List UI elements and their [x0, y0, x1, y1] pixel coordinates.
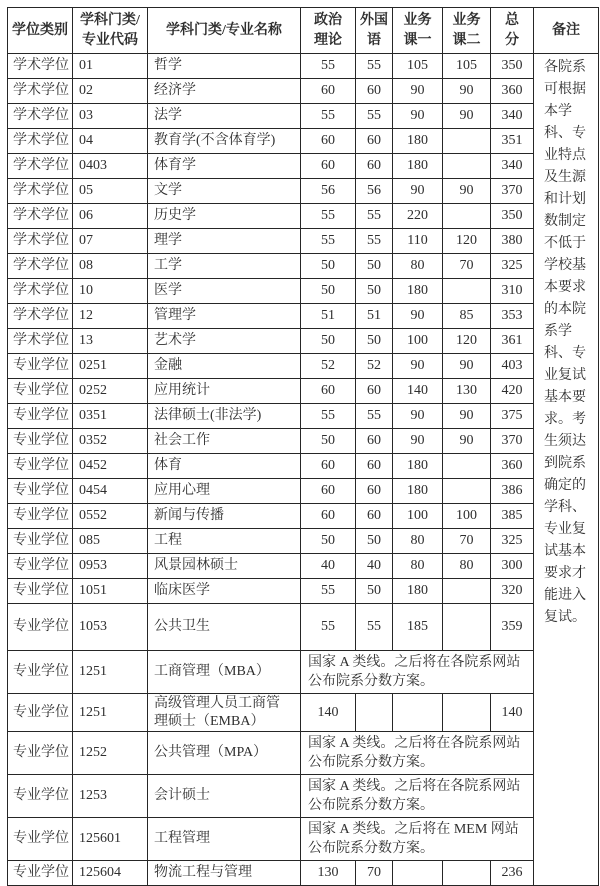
cell-course-2: 70 — [443, 529, 491, 554]
cell-course-1 — [393, 861, 443, 886]
cell-course-2 — [443, 154, 491, 179]
cell-degree-category: 学术学位 — [8, 129, 73, 154]
cell-major-code: 1251 — [73, 694, 148, 732]
column-header-remarks: 备注 — [534, 8, 599, 54]
cell-major-code: 0403 — [73, 154, 148, 179]
table-row — [8, 694, 599, 732]
table-row — [8, 54, 599, 79]
cell-degree-category: 专业学位 — [8, 775, 73, 818]
cell-total: 370 — [491, 179, 534, 204]
cell-course-2 — [443, 129, 491, 154]
cell-remarks — [534, 54, 599, 886]
cell-total: 340 — [491, 104, 534, 129]
table-row — [8, 651, 599, 694]
table-row — [8, 529, 599, 554]
column-header-degree-category: 学位类别 — [8, 8, 73, 54]
table-row — [8, 354, 599, 379]
cell-degree-category: 专业学位 — [8, 554, 73, 579]
cell-politics: 55 — [301, 604, 356, 651]
cell-politics: 50 — [301, 279, 356, 304]
cell-course-1: 180 — [393, 579, 443, 604]
cell-foreign-language: 51 — [356, 304, 393, 329]
cell-total: 140 — [491, 694, 534, 732]
cell-major-name: 新闻与传播 — [148, 504, 301, 529]
cell-degree-category: 学术学位 — [8, 304, 73, 329]
cell-degree-category: 专业学位 — [8, 504, 73, 529]
cell-degree-category: 专业学位 — [8, 861, 73, 886]
cell-degree-category: 专业学位 — [8, 429, 73, 454]
cell-major-name: 工程管理 — [148, 818, 301, 861]
cell-course-1: 140 — [393, 379, 443, 404]
cell-foreign-language: 50 — [356, 329, 393, 354]
table-row — [8, 479, 599, 504]
cell-major-name: 历史学 — [148, 204, 301, 229]
cell-course-1: 100 — [393, 329, 443, 354]
cell-degree-category: 学术学位 — [8, 329, 73, 354]
cell-national-line-note: 国家 A 类线。之后将在各院系网站公布院系分数方案。 — [301, 775, 534, 818]
cell-major-name: 艺术学 — [148, 329, 301, 354]
cell-politics: 51 — [301, 304, 356, 329]
cell-politics: 60 — [301, 79, 356, 104]
cell-major-code: 06 — [73, 204, 148, 229]
cell-major-name: 工学 — [148, 254, 301, 279]
table-row — [8, 818, 599, 861]
table-row — [8, 504, 599, 529]
cell-foreign-language: 70 — [356, 861, 393, 886]
cell-major-name: 教育学(不含体育学) — [148, 129, 301, 154]
cell-major-code: 0953 — [73, 554, 148, 579]
cell-course-1: 180 — [393, 129, 443, 154]
cell-major-code: 1251 — [73, 651, 148, 694]
cell-total: 359 — [491, 604, 534, 651]
cell-degree-category: 专业学位 — [8, 354, 73, 379]
cell-major-name: 工商管理（MBA） — [148, 651, 301, 694]
cell-major-code: 03 — [73, 104, 148, 129]
cell-major-name: 物流工程与管理 — [148, 861, 301, 886]
column-header-major-name: 学科门类/专业名称 — [148, 8, 301, 54]
cell-foreign-language: 40 — [356, 554, 393, 579]
cell-degree-category: 专业学位 — [8, 604, 73, 651]
cell-total: 353 — [491, 304, 534, 329]
cell-degree-category: 学术学位 — [8, 279, 73, 304]
cell-major-name: 临床医学 — [148, 579, 301, 604]
cell-politics: 55 — [301, 104, 356, 129]
cell-degree-category: 学术学位 — [8, 154, 73, 179]
cell-politics: 60 — [301, 504, 356, 529]
cell-major-name: 哲学 — [148, 54, 301, 79]
cell-major-code: 125601 — [73, 818, 148, 861]
cell-national-line-note: 国家 A 类线。之后将在各院系网站公布院系分数方案。 — [301, 732, 534, 775]
column-header-politics: 政治 理论 — [301, 8, 356, 54]
cell-major-code: 0452 — [73, 454, 148, 479]
cell-major-code: 12 — [73, 304, 148, 329]
table-row — [8, 179, 599, 204]
cell-foreign-language: 60 — [356, 479, 393, 504]
cell-total: 340 — [491, 154, 534, 179]
cell-course-1: 180 — [393, 154, 443, 179]
cell-degree-category: 专业学位 — [8, 732, 73, 775]
table-row — [8, 154, 599, 179]
cell-foreign-language: 55 — [356, 404, 393, 429]
cell-major-name: 应用统计 — [148, 379, 301, 404]
cell-major-name: 应用心理 — [148, 479, 301, 504]
cell-foreign-language: 60 — [356, 154, 393, 179]
table-row — [8, 279, 599, 304]
column-header-course-2: 业务 课二 — [443, 8, 491, 54]
table-row — [8, 79, 599, 104]
table-row — [8, 861, 599, 886]
cell-course-2: 90 — [443, 79, 491, 104]
cell-total: 350 — [491, 54, 534, 79]
table-row — [8, 229, 599, 254]
cell-degree-category: 专业学位 — [8, 818, 73, 861]
cell-major-code: 04 — [73, 129, 148, 154]
table-row — [8, 454, 599, 479]
cell-course-2 — [443, 454, 491, 479]
cell-total: 386 — [491, 479, 534, 504]
cell-major-code: 0352 — [73, 429, 148, 454]
cell-course-1: 80 — [393, 554, 443, 579]
cell-politics: 60 — [301, 479, 356, 504]
cell-major-name: 法学 — [148, 104, 301, 129]
cell-course-2: 120 — [443, 329, 491, 354]
cell-major-code: 0552 — [73, 504, 148, 529]
cell-major-name: 文学 — [148, 179, 301, 204]
cell-foreign-language: 60 — [356, 129, 393, 154]
cell-degree-category: 学术学位 — [8, 79, 73, 104]
cell-course-2 — [443, 694, 491, 732]
cell-major-name: 会计硕士 — [148, 775, 301, 818]
cell-course-1: 180 — [393, 279, 443, 304]
cell-course-1: 90 — [393, 304, 443, 329]
cell-major-code: 125604 — [73, 861, 148, 886]
cell-major-code: 02 — [73, 79, 148, 104]
column-header-course-1: 业务 课一 — [393, 8, 443, 54]
cell-foreign-language: 60 — [356, 504, 393, 529]
cell-politics: 60 — [301, 379, 356, 404]
cell-major-code: 07 — [73, 229, 148, 254]
cell-course-2: 85 — [443, 304, 491, 329]
cell-foreign-language: 55 — [356, 104, 393, 129]
cell-politics: 130 — [301, 861, 356, 886]
table-row — [8, 304, 599, 329]
cell-course-1: 90 — [393, 79, 443, 104]
cell-foreign-language — [356, 694, 393, 732]
cell-course-1: 90 — [393, 104, 443, 129]
cell-course-2: 90 — [443, 404, 491, 429]
cell-degree-category: 专业学位 — [8, 529, 73, 554]
remarks-text: 各院系可根据本学科、专业特点及生源和计划数制定不低于学校基本要求的本院系学科、专业复试基本要求。考生须达到院系确定的学科、专业复试基本要求才能进入复试。 — [544, 60, 586, 625]
cell-foreign-language: 50 — [356, 254, 393, 279]
column-header-major-code: 学科门类/ 专业代码 — [73, 8, 148, 54]
cell-politics: 55 — [301, 204, 356, 229]
cell-politics: 60 — [301, 129, 356, 154]
cell-major-name: 管理学 — [148, 304, 301, 329]
cell-course-2: 130 — [443, 379, 491, 404]
cell-degree-category: 专业学位 — [8, 454, 73, 479]
cell-total: 300 — [491, 554, 534, 579]
cell-total: 351 — [491, 129, 534, 154]
cell-politics: 50 — [301, 329, 356, 354]
cell-major-code: 0454 — [73, 479, 148, 504]
cell-foreign-language: 60 — [356, 429, 393, 454]
cell-major-name: 工程 — [148, 529, 301, 554]
table-row — [8, 604, 599, 651]
cell-politics: 55 — [301, 404, 356, 429]
cell-politics: 60 — [301, 154, 356, 179]
cell-total: 325 — [491, 529, 534, 554]
cell-course-1 — [393, 694, 443, 732]
table-row — [8, 129, 599, 154]
cell-foreign-language: 60 — [356, 379, 393, 404]
cell-total: 403 — [491, 354, 534, 379]
cell-politics: 55 — [301, 54, 356, 79]
cell-course-1: 185 — [393, 604, 443, 651]
cell-course-2: 90 — [443, 429, 491, 454]
cell-major-code: 01 — [73, 54, 148, 79]
cell-foreign-language: 50 — [356, 279, 393, 304]
cell-total: 370 — [491, 429, 534, 454]
cell-foreign-language: 50 — [356, 529, 393, 554]
cell-course-1: 100 — [393, 504, 443, 529]
cell-major-name: 社会工作 — [148, 429, 301, 454]
cell-course-2: 70 — [443, 254, 491, 279]
cell-course-2 — [443, 204, 491, 229]
cell-foreign-language: 55 — [356, 204, 393, 229]
cell-major-name: 公共管理（MPA） — [148, 732, 301, 775]
cell-foreign-language: 55 — [356, 54, 393, 79]
table-row — [8, 329, 599, 354]
table-row — [8, 579, 599, 604]
table-row — [8, 732, 599, 775]
table-row — [8, 254, 599, 279]
cell-course-1: 110 — [393, 229, 443, 254]
cell-major-code: 1051 — [73, 579, 148, 604]
cell-degree-category: 专业学位 — [8, 694, 73, 732]
cell-course-1: 90 — [393, 354, 443, 379]
cell-course-2: 90 — [443, 354, 491, 379]
cell-politics: 55 — [301, 229, 356, 254]
cell-foreign-language: 60 — [356, 454, 393, 479]
cell-course-2: 105 — [443, 54, 491, 79]
cell-major-code: 0351 — [73, 404, 148, 429]
cell-foreign-language: 50 — [356, 579, 393, 604]
cell-degree-category: 专业学位 — [8, 579, 73, 604]
cell-major-code: 05 — [73, 179, 148, 204]
cell-course-1: 220 — [393, 204, 443, 229]
cell-course-1: 90 — [393, 404, 443, 429]
table-row — [8, 775, 599, 818]
cell-degree-category: 学术学位 — [8, 254, 73, 279]
cell-course-2: 90 — [443, 104, 491, 129]
cell-course-1: 90 — [393, 179, 443, 204]
table-row — [8, 379, 599, 404]
cell-course-1: 105 — [393, 54, 443, 79]
table-row — [8, 554, 599, 579]
table-row — [8, 429, 599, 454]
cell-course-2 — [443, 479, 491, 504]
cell-foreign-language: 52 — [356, 354, 393, 379]
table-row — [8, 204, 599, 229]
cell-major-code: 0252 — [73, 379, 148, 404]
cell-politics: 50 — [301, 529, 356, 554]
cell-foreign-language: 56 — [356, 179, 393, 204]
cell-major-name: 体育 — [148, 454, 301, 479]
cell-course-1: 90 — [393, 429, 443, 454]
cell-major-code: 1252 — [73, 732, 148, 775]
cell-major-code: 085 — [73, 529, 148, 554]
cell-total: 380 — [491, 229, 534, 254]
cell-major-name: 高级管理人员工商管理硕士（EMBA） — [148, 694, 301, 732]
cell-total: 310 — [491, 279, 534, 304]
cell-major-code: 1053 — [73, 604, 148, 651]
cell-degree-category: 专业学位 — [8, 651, 73, 694]
cell-course-1: 80 — [393, 529, 443, 554]
cell-politics: 52 — [301, 354, 356, 379]
cell-total: 420 — [491, 379, 534, 404]
cell-total: 375 — [491, 404, 534, 429]
cell-politics: 140 — [301, 694, 356, 732]
cell-course-2 — [443, 279, 491, 304]
cell-total: 320 — [491, 579, 534, 604]
cell-foreign-language: 55 — [356, 229, 393, 254]
cell-major-name: 公共卫生 — [148, 604, 301, 651]
cell-total: 360 — [491, 79, 534, 104]
column-header-total: 总 分 — [491, 8, 534, 54]
cell-major-code: 0251 — [73, 354, 148, 379]
cell-politics: 40 — [301, 554, 356, 579]
cell-politics: 56 — [301, 179, 356, 204]
cell-course-2 — [443, 579, 491, 604]
cell-total: 350 — [491, 204, 534, 229]
cell-degree-category: 学术学位 — [8, 204, 73, 229]
cell-foreign-language: 55 — [356, 604, 393, 651]
cell-degree-category: 专业学位 — [8, 404, 73, 429]
cell-course-2: 80 — [443, 554, 491, 579]
cell-politics: 50 — [301, 254, 356, 279]
cell-national-line-note: 国家 A 类线。之后将在 MEM 网站公布院系分数方案。 — [301, 818, 534, 861]
cell-course-1: 80 — [393, 254, 443, 279]
cell-total: 385 — [491, 504, 534, 529]
column-header-foreign-language: 外国 语 — [356, 8, 393, 54]
cell-foreign-language: 60 — [356, 79, 393, 104]
cell-total: 360 — [491, 454, 534, 479]
cell-degree-category: 学术学位 — [8, 179, 73, 204]
cell-degree-category: 学术学位 — [8, 229, 73, 254]
cell-total: 236 — [491, 861, 534, 886]
cell-major-name: 法律硕士(非法学) — [148, 404, 301, 429]
cell-course-2: 120 — [443, 229, 491, 254]
cell-major-name: 医学 — [148, 279, 301, 304]
table-row — [8, 104, 599, 129]
cell-degree-category: 学术学位 — [8, 54, 73, 79]
cell-major-name: 经济学 — [148, 79, 301, 104]
cell-course-2: 90 — [443, 179, 491, 204]
cell-major-code: 08 — [73, 254, 148, 279]
cell-course-2 — [443, 604, 491, 651]
cell-course-2 — [443, 861, 491, 886]
cell-major-name: 金融 — [148, 354, 301, 379]
cell-degree-category: 学术学位 — [8, 104, 73, 129]
cell-degree-category: 专业学位 — [8, 479, 73, 504]
cell-politics: 50 — [301, 429, 356, 454]
table-row — [8, 404, 599, 429]
cell-national-line-note: 国家 A 类线。之后将在各院系网站公布院系分数方案。 — [301, 651, 534, 694]
cell-course-2: 100 — [443, 504, 491, 529]
cell-major-code: 1253 — [73, 775, 148, 818]
score-line-table — [7, 7, 599, 886]
cell-degree-category: 专业学位 — [8, 379, 73, 404]
cell-politics: 60 — [301, 454, 356, 479]
cell-total: 325 — [491, 254, 534, 279]
header-row — [8, 8, 599, 54]
cell-course-1: 180 — [393, 479, 443, 504]
cell-major-name: 风景园林硕士 — [148, 554, 301, 579]
cell-politics: 55 — [301, 579, 356, 604]
cell-major-code: 10 — [73, 279, 148, 304]
cell-major-name: 理学 — [148, 229, 301, 254]
cell-major-name: 体育学 — [148, 154, 301, 179]
cell-total: 361 — [491, 329, 534, 354]
cell-major-code: 13 — [73, 329, 148, 354]
cell-course-1: 180 — [393, 454, 443, 479]
